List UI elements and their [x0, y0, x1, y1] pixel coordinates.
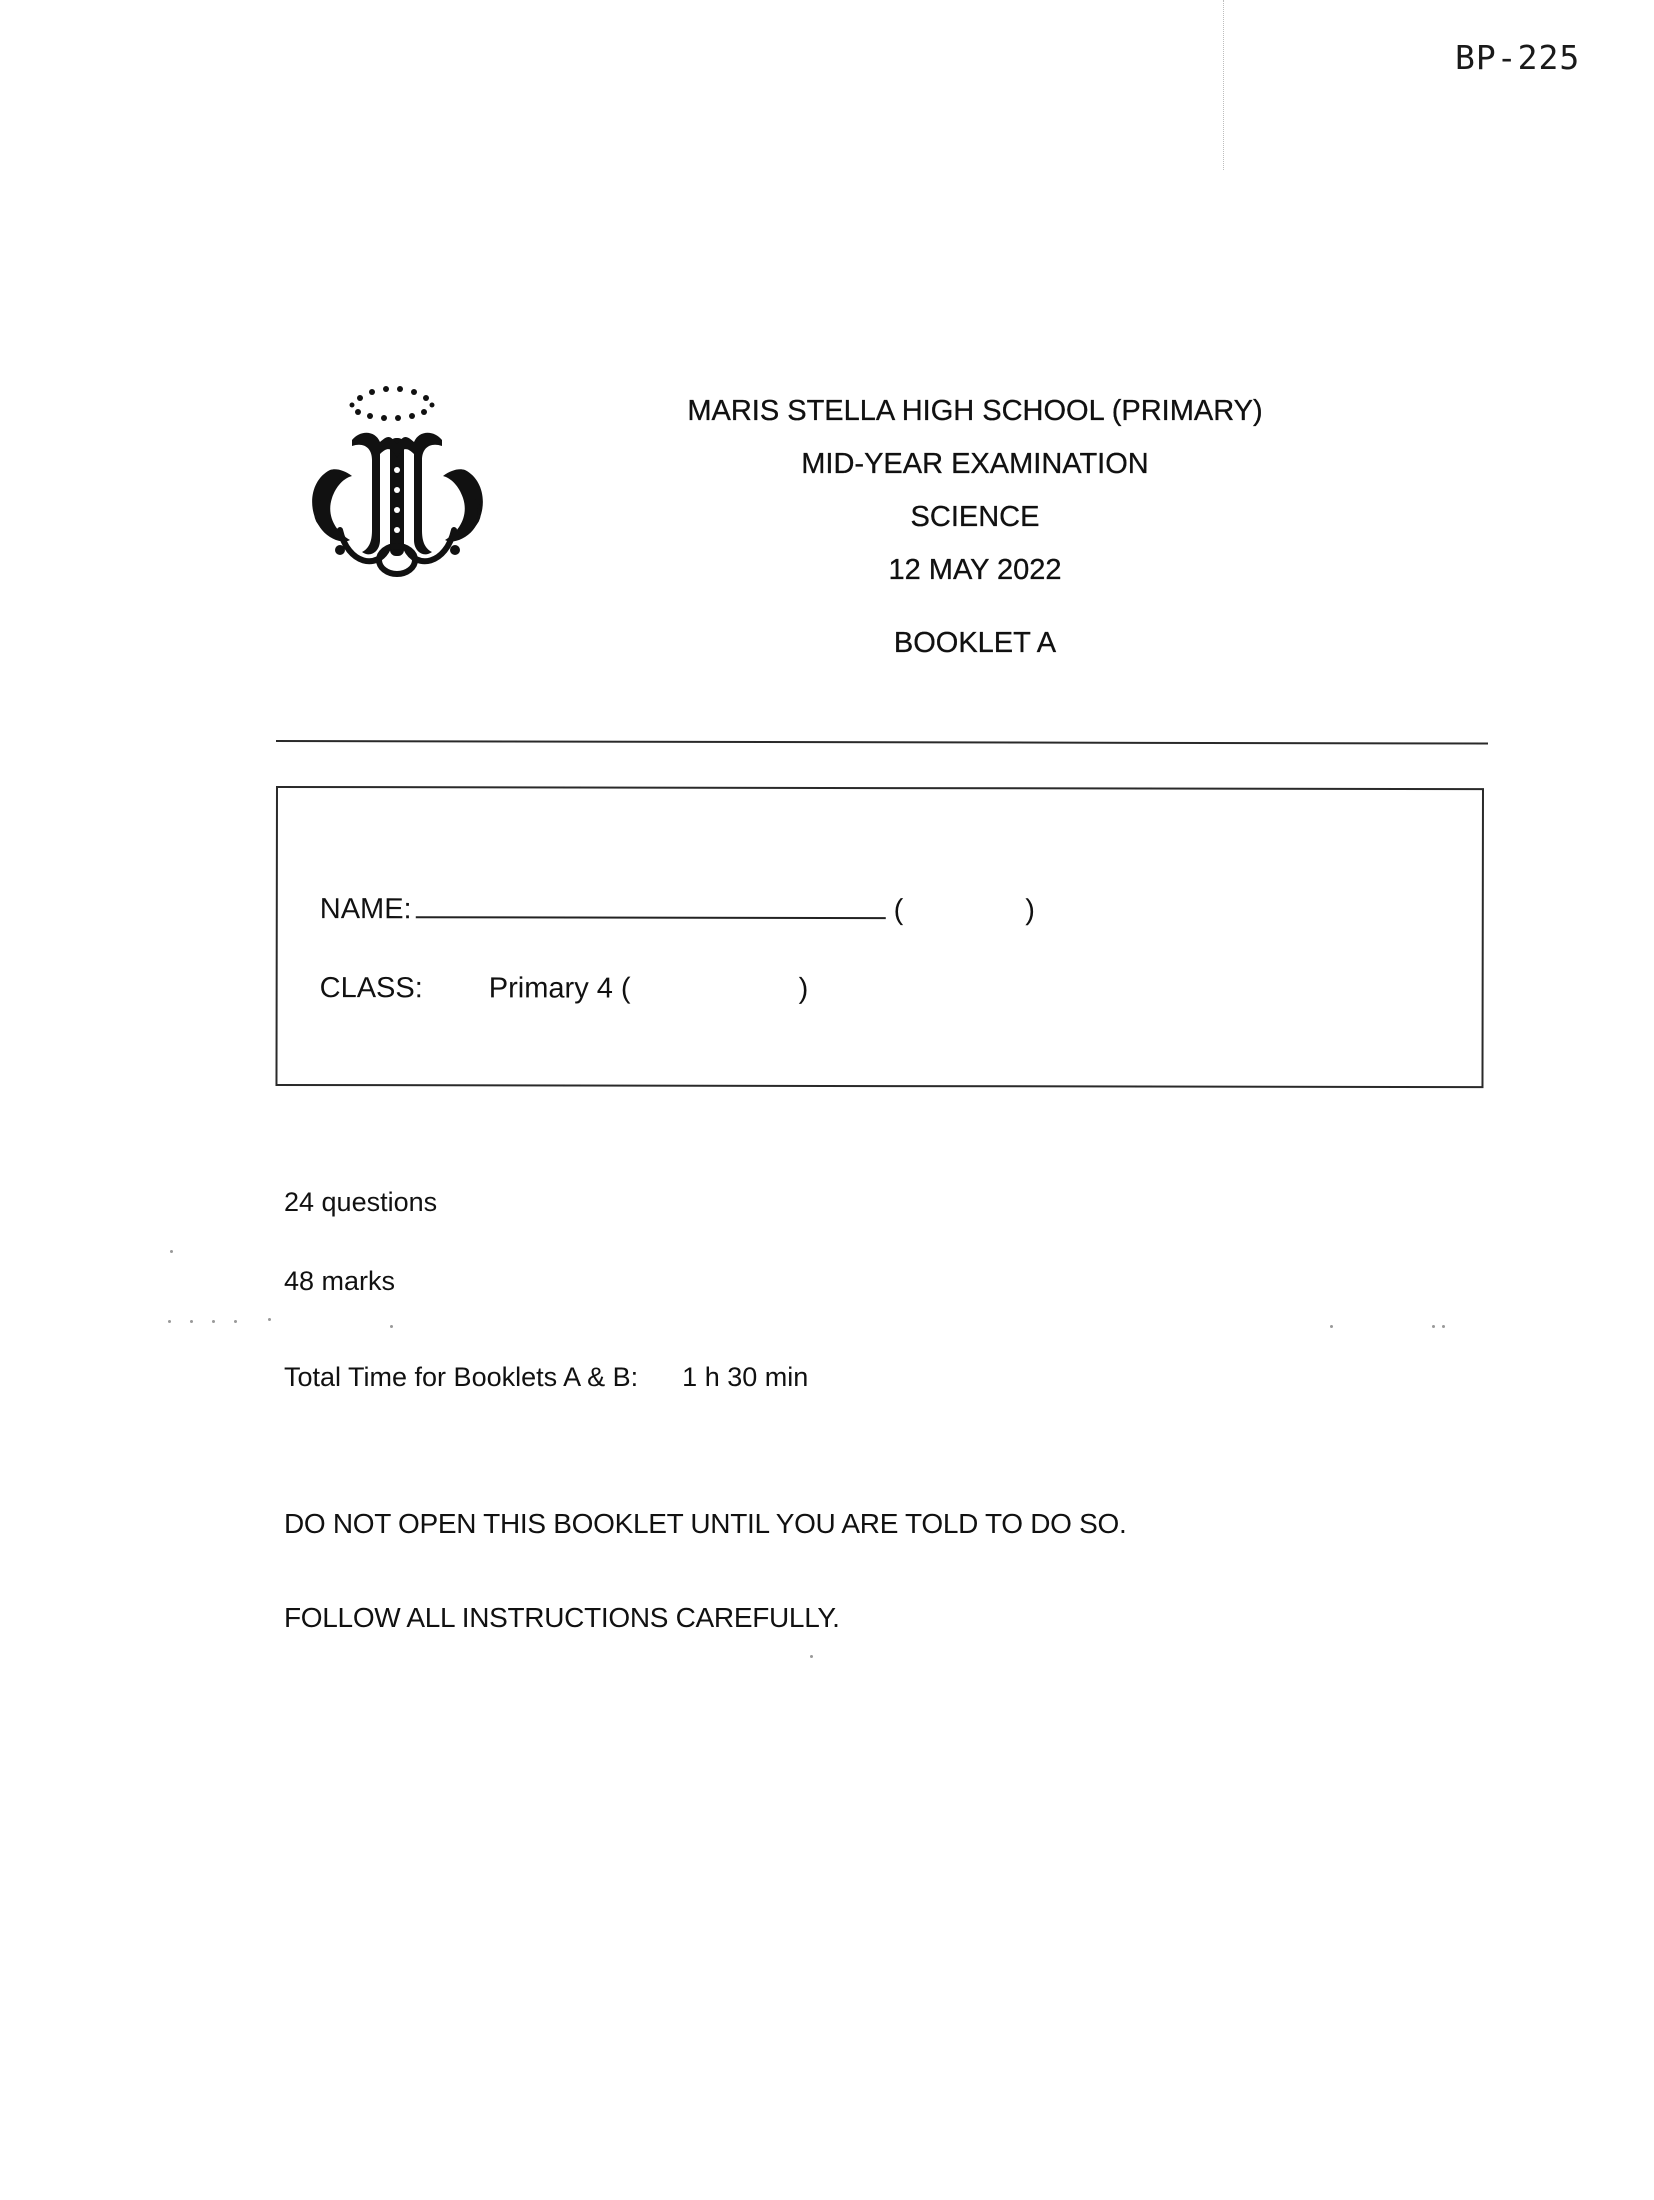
exam-title: MID-YEAR EXAMINATION	[801, 448, 1149, 480]
scan-speck	[190, 1320, 193, 1323]
exam-date: 12 MAY 2022	[888, 554, 1062, 586]
class-row	[320, 972, 809, 1006]
class-value: Primary 4 (	[488, 972, 631, 1005]
page-code: BP-225	[1455, 38, 1581, 77]
scan-speck	[1330, 1325, 1333, 1328]
booklet-label: BOOKLET A	[893, 627, 1057, 659]
scan-speck	[212, 1320, 215, 1323]
scan-speck	[1432, 1325, 1435, 1328]
name-field[interactable]	[416, 892, 886, 919]
school-crest-icon	[300, 380, 495, 580]
subject: SCIENCE	[910, 501, 1040, 533]
scan-speck	[170, 1250, 173, 1253]
scan-speck	[1442, 1325, 1445, 1328]
scan-speck	[390, 1325, 393, 1328]
scan-speck	[234, 1320, 237, 1323]
time-label: Total Time for Booklets A & B:	[284, 1362, 639, 1392]
time-value: 1 h 30 min	[682, 1362, 809, 1392]
school-name: MARIS STELLA HIGH SCHOOL (PRIMARY)	[687, 395, 1263, 427]
scan-speck	[268, 1318, 271, 1321]
name-index-close: )	[1025, 894, 1035, 927]
question-count: 24 questions	[284, 1187, 438, 1217]
name-row	[320, 892, 1035, 927]
name-label: NAME:	[319, 893, 412, 926]
time-row	[284, 1362, 808, 1393]
total-marks: 48 marks	[284, 1266, 396, 1296]
scan-mark	[1223, 0, 1224, 170]
notice-follow-instructions: FOLLOW ALL INSTRUCTIONS CAREFULLY.	[284, 1602, 840, 1633]
scan-speck	[168, 1320, 171, 1323]
name-index-open: (	[893, 894, 904, 927]
notice-do-not-open: DO NOT OPEN THIS BOOKLET UNTIL YOU ARE TOLD TO DO SO.	[284, 1508, 1127, 1539]
scan-speck	[810, 1655, 813, 1658]
class-label: CLASS:	[319, 972, 423, 1005]
exam-header	[600, 385, 1350, 670]
class-paren-close: )	[798, 972, 809, 1005]
header-divider	[276, 740, 1488, 745]
student-info-box	[275, 786, 1484, 1088]
